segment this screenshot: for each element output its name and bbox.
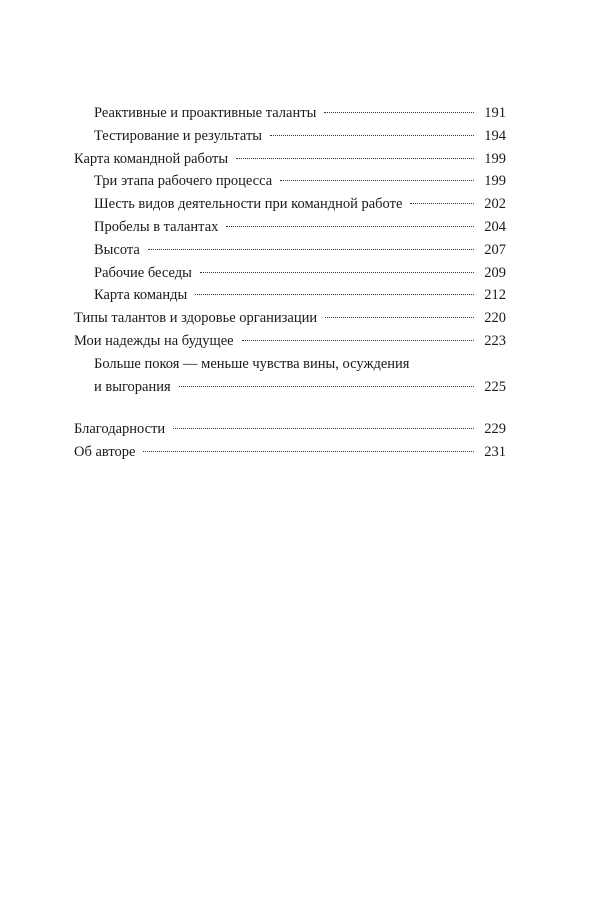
dot-leader — [236, 158, 474, 159]
toc-entry-title-line1: Больше покоя — меньше чувства вины, осуждения — [94, 355, 410, 372]
dot-leader — [179, 386, 474, 387]
toc-entry-title: Три этапа рабочего процесса — [94, 173, 273, 190]
toc-entry — [74, 441, 506, 464]
toc-entry-page: 199 — [484, 173, 506, 190]
toc-entry-title: Рабочие беседы — [94, 264, 192, 281]
dot-leader — [226, 226, 474, 227]
dot-leader — [410, 203, 474, 204]
toc-entry — [74, 125, 506, 148]
toc-entry-title: Шесть видов деятельности при командной работе — [94, 196, 403, 213]
dot-leader — [325, 317, 474, 318]
toc-entry — [74, 307, 506, 330]
dot-leader — [324, 112, 474, 113]
toc-entry-page: 204 — [484, 218, 506, 235]
toc-entry-title: Типы талантов и здоровье организации — [74, 310, 318, 327]
toc-entry-title: Благодарности — [74, 421, 166, 438]
toc-entry — [74, 330, 506, 353]
toc-entry-title-line2: и выгорания — [94, 378, 171, 395]
toc-entry — [74, 239, 506, 262]
toc-entry-title: Тестирование и результаты — [94, 127, 263, 144]
dot-leader — [242, 340, 474, 341]
toc-entry — [74, 262, 506, 285]
toc-entry — [74, 170, 506, 193]
dot-leader — [200, 272, 474, 273]
toc-entry-page: 225 — [484, 378, 506, 395]
toc-entry-page: 209 — [484, 264, 506, 281]
toc-entry-page: 229 — [484, 421, 506, 438]
toc-entry-page: 199 — [484, 150, 506, 167]
dot-leader — [173, 428, 474, 429]
toc-entry — [74, 216, 506, 239]
toc-entry — [74, 102, 506, 125]
toc-entry — [74, 418, 506, 441]
toc-entry-page: 223 — [484, 332, 506, 349]
toc-entry-title: Карта команды — [94, 287, 188, 304]
dot-leader — [143, 451, 474, 452]
toc-entry-title: Карта командной работы — [74, 150, 229, 167]
toc-entry-title: Об авторе — [74, 444, 136, 461]
toc-entry-page: 220 — [484, 310, 506, 327]
toc-entry-page: 212 — [484, 287, 506, 304]
dot-leader — [270, 135, 474, 136]
toc-entry — [74, 284, 506, 307]
toc-entry-page: 191 — [484, 105, 506, 121]
table-of-contents — [74, 102, 506, 464]
toc-entry-title: Высота — [94, 241, 140, 258]
toc-entry-page: 194 — [484, 127, 506, 144]
toc-entry-title: Реактивные и проактивные таланты — [94, 105, 317, 121]
dot-leader — [195, 294, 474, 295]
dot-leader — [148, 249, 474, 250]
toc-entry-page: 202 — [484, 196, 506, 213]
toc-entry-multiline — [74, 353, 506, 399]
section-gap — [74, 398, 506, 418]
toc-entry — [74, 193, 506, 216]
toc-entry — [74, 148, 506, 171]
toc-entry-page: 207 — [484, 241, 506, 258]
toc-entry-title: Мои надежды на будущее — [74, 332, 234, 349]
toc-entry-page: 231 — [484, 444, 506, 461]
dot-leader — [280, 180, 474, 181]
toc-entry-title: Пробелы в талантах — [94, 218, 219, 235]
